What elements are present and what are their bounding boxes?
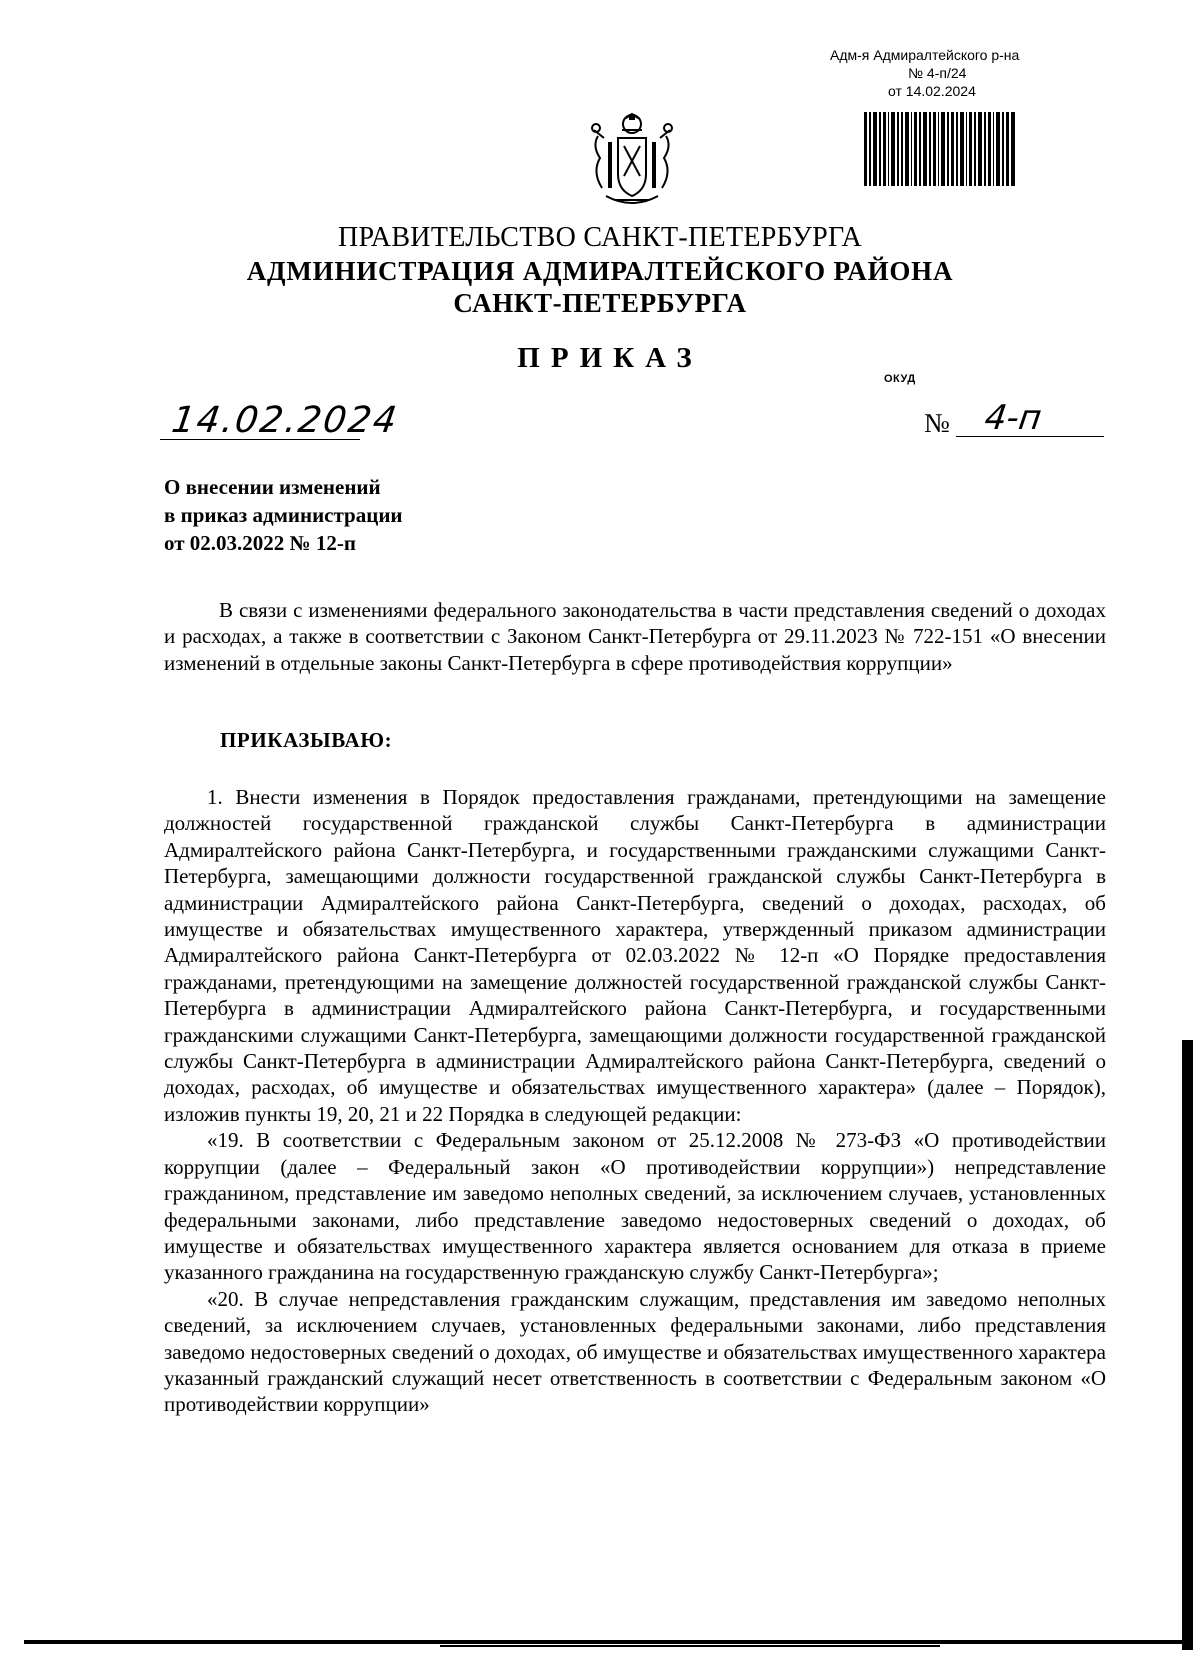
administration-title: АДМИНИСТРАЦИЯ АДМИРАЛТЕЙСКОГО РАЙОНА [246,256,954,286]
coat-of-arms-icon [586,112,678,210]
barcode-icon [864,112,1016,186]
date-underline [160,439,360,440]
okud-label: ОКУД [884,373,916,385]
document-number: 4-п [982,398,1044,438]
document-subject [164,473,403,557]
stamp-organization: Адм-я Адмиралтейского р-на [830,47,1020,63]
document-date: 14.02.2024 [169,400,402,441]
paragraph-19: «19. В соответствии с Федеральным законом от 25.12.2008 № 273-ФЗ «О противодействии коррупции (далее – Федеральный закон «О противодействии коррупции») непредставление гражданином, представление им заведомо неполных сведений, за исключением случаев, установленных федеральными законами, либо представление заведомо недостоверных сведений о доходах, об имуществе и обязательствах имущественного характера является основанием для отказа в приеме указанного гражданина на государственную гражданскую службу Санкт-Петербурга»; [164,1128,1106,1285]
subject-line: О внесении изменений [164,475,381,499]
number-underline [956,436,1104,437]
subject-line: от 02.03.2022 № 12-п [164,531,356,555]
scan-bottom-edge-2 [440,1645,940,1647]
document-body [164,784,1106,1418]
subject-line: в приказ администрации [164,503,403,527]
paragraph-1: 1. Внести изменения в Порядок предоставления гражданами, претендующими на замещение должностей государственной гражданской службы Санкт-Петербурга в администрации Адмиралтейского района Санкт-Петербурга, и государственными гражданскими служащими Санкт-Петербурга, замещающими должности государственной гражданской службы Санкт-Петербурга в администрации Адмиралтейского района Санкт-Петербурга, сведений о доходах, расходах, об имуществе и обязательствах имущественного характера, утвержденный приказом администрации Адмиралтейского района Санкт-Петербурга от 02.03.2022 № 12-п «О Порядке предоставления гражданами, претендующими на замещение должностей государственной гражданской службы Санкт-Петербурга в администрации Адмиралтейского района Санкт-Петербурга, и государственными гражданскими служащими Санкт-Петербурга, замещающими должности государственной гражданской службы Санкт-Петербурга в администрации Адмиралтейского района Санкт-Петербурга, сведений о доходах, расходах, об имуществе и обязательствах имущественного характера» (далее – Порядок), изложив пункты 19, 20, 21 и 22 Порядка в следующей редакции: [164,785,1106,1126]
preamble [164,597,1106,676]
paragraph-20: «20. В случае непредставления гражданским служащим, представления им заведомо неполных сведений, за исключением случаев, установленных федеральными законами, либо представления заведомо недостоверных сведений о доходах, об имуществе и обязательствах имущественного характера указанный гражданский служащий несет ответственность в соответствии с Федеральным законом «О противодействии коррупции» [164,1286,1106,1417]
document-type: ПРИКАЗ [517,342,703,374]
number-label: № [924,408,950,438]
government-title: ПРАВИТЕЛЬСТВО САНКТ-ПЕТЕРБУРГА [338,222,862,253]
order-word: ПРИКАЗЫВАЮ: [220,728,393,752]
stamp-date: от 14.02.2024 [888,83,976,99]
registration-stamp [826,46,1066,100]
stamp-number: № 4-п/24 [908,65,967,81]
scan-edge-artifact [1182,1040,1193,1650]
scan-bottom-edge [24,1640,1184,1644]
city-title: САНКТ-ПЕТЕРБУРГА [453,288,747,318]
preamble-paragraph: В связи с изменениями федерального законодательства в части представления сведений о доходах и расходах, а также в соответствии с Законом Санкт-Петербурга от 29.11.2023 № 722-151 «О внесении изменений в отдельные законы Санкт-Петербурга в сфере противодействия коррупции» [164,598,1106,675]
